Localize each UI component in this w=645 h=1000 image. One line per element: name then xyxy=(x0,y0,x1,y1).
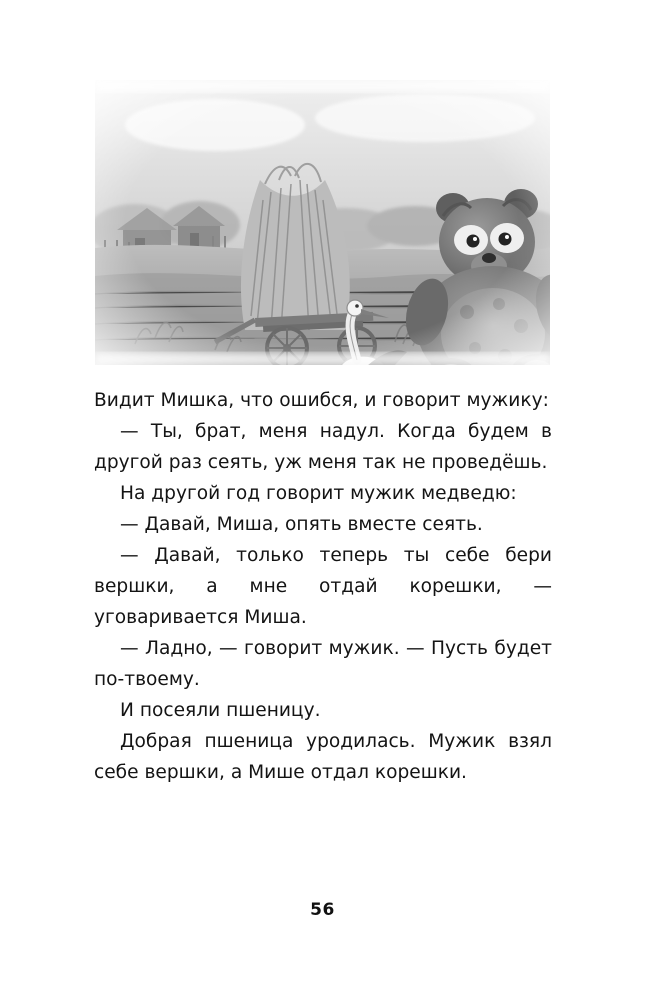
paragraph: — Давай, Миша, опять вместе сеять. xyxy=(120,514,483,535)
paragraph: На другой год говорит мужик медведю: xyxy=(120,483,517,504)
paragraph: — Ладно, — говорит мужик. — Пусть будет по-твоему. xyxy=(94,638,552,690)
paragraph: Видит Мишка, что ошибся, и говорит мужику: xyxy=(94,390,549,411)
paragraph: И посеяли пшеницу. xyxy=(120,700,321,721)
paragraph: Добрая пшеница уродилась. Мужик взял себе вершки, а Мише отдал корешки. xyxy=(94,731,552,783)
page-number: 56 xyxy=(310,900,335,920)
paragraph: — Давай, только теперь ты себе бери вершки, а мне отдай корешки, — уговаривается Миша. xyxy=(94,545,552,628)
bear-and-peasant-field-illustration xyxy=(95,80,550,365)
paragraph: — Ты, брат, меня надул. Когда будем в другой раз сеять, уж меня так не проведёшь. xyxy=(94,421,552,473)
story-text xyxy=(94,385,552,788)
